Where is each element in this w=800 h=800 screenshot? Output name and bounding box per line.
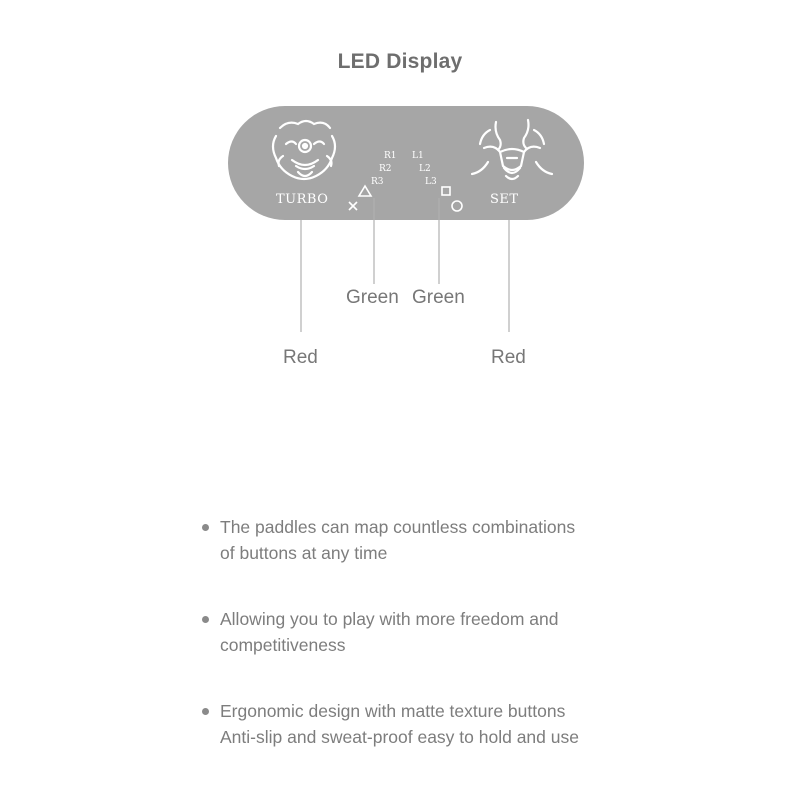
set-red-label: Red	[491, 347, 526, 368]
set-label: SET	[490, 192, 519, 207]
l1-label: L1	[412, 151, 424, 161]
bullet-dot	[202, 616, 209, 623]
bullet-dot	[202, 524, 209, 531]
feature-text-line: Allowing you to play with more freedom and	[220, 609, 559, 629]
turbo-label: TURBO	[276, 192, 329, 207]
feature-text-line: Ergonomic design with matte texture buttons	[220, 701, 566, 721]
feature-text-line: Anti-slip and sweat-proof easy to hold and use	[220, 727, 579, 747]
l3-label: L3	[425, 177, 437, 187]
r2-label: R2	[379, 164, 392, 174]
r3-label: R3	[371, 177, 384, 187]
feature-item	[200, 698, 640, 750]
page-title: LED Display	[337, 50, 463, 73]
feature-text-line: competitiveness	[220, 635, 346, 655]
feature-item	[200, 606, 640, 658]
green-left-label: Green	[346, 287, 399, 308]
turbo-red-label: Red	[283, 347, 318, 368]
feature-text-line: of buttons at any time	[220, 543, 388, 563]
feature-list	[200, 514, 640, 790]
green-right-label: Green	[412, 287, 465, 308]
r1-label: R1	[384, 151, 397, 161]
feature-item	[200, 514, 640, 566]
l2-label: L2	[419, 164, 431, 174]
bullet-dot	[202, 708, 209, 715]
feature-text-line: The paddles can map countless combinations	[220, 517, 576, 537]
